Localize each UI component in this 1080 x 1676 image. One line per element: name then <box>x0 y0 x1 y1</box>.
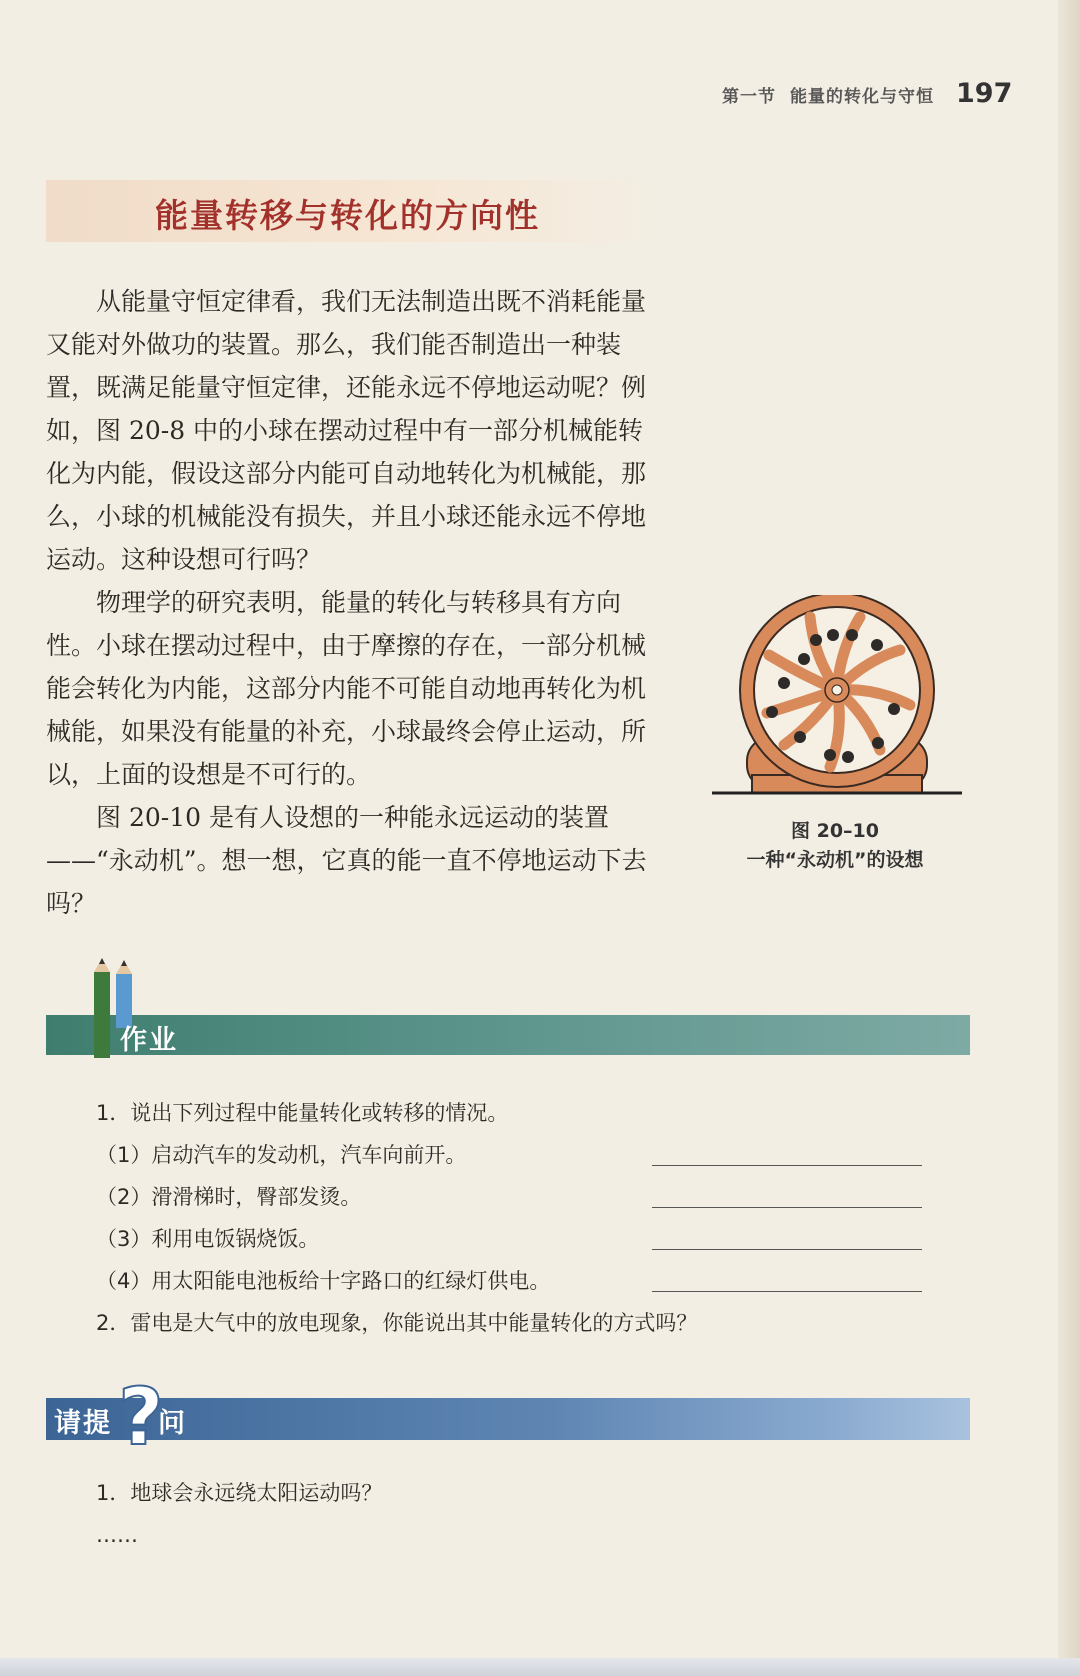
paragraph: 图 20-10 是有人设想的一种能永远运动的装置——“永动机”。想一想，它真的能一直不停地运动下去吗？ <box>46 803 647 918</box>
homework-question: 2．雷电是大气中的放电现象，你能说出其中能量转化的方式吗？ <box>96 1311 698 1335</box>
homework-question: 1．说出下列过程中能量转化或转移的情况。 <box>96 1101 509 1125</box>
ask-question: 1．地球会永远绕太阳运动吗？ <box>96 1481 383 1505</box>
ask-title-left: 请提 <box>54 1408 112 1439</box>
paragraph: 从能量守恒定律看，我们无法制造出既不消耗能量又能对外做功的装置。那么，我们能否制造出一种装置，既满足能量守恒定律，还能永远不停地运动呢？例如，图 20-8 中的小球在摆动过程中有一部分机械能转化为内能，假设这部分内能可自动地转化为机械能，那么，小球的机械能没有损失，并且小球还能永远不停地运动。这种设想可行吗？ <box>46 287 647 574</box>
homework-title: 作业 <box>120 1025 178 1056</box>
running-head <box>722 78 1022 109</box>
homework-list <box>96 1092 936 1344</box>
body-text <box>46 280 656 925</box>
page-number: 197 <box>956 78 1013 109</box>
homework-question: （4）用太阳能电池板给十字路口的红绿灯供电。 <box>96 1260 936 1302</box>
chapter-label: 第一节 <box>722 87 776 107</box>
homework-question: （1）启动汽车的发动机，汽车向前开。 <box>96 1134 936 1176</box>
section-label: 能量的转化与守恒 <box>790 87 934 107</box>
page-edge <box>1058 0 1080 1676</box>
bottom-band <box>0 1658 1080 1676</box>
homework-question: （3）利用电饭锅烧饭。 <box>96 1218 936 1260</box>
answer-blank[interactable] <box>652 1165 922 1166</box>
figure-caption-text: 一种“永动机”的设想 <box>746 849 924 871</box>
figure-caption <box>700 817 970 875</box>
homework-bar <box>46 1015 970 1055</box>
answer-blank[interactable] <box>652 1291 922 1292</box>
answer-blank[interactable] <box>652 1207 922 1208</box>
svg-text:?: ? <box>118 1378 164 1460</box>
ask-list <box>96 1472 936 1556</box>
perpetual-motion-wheel-illustration <box>712 595 962 810</box>
paragraph: 物理学的研究表明，能量的转化与转移具有方向性。小球在摆动过程中，由于摩擦的存在，一部分机械能会转化为内能，这部分内能不可能自动地再转化为机械能，如果没有能量的补充，小球最终会停止运动，所以，上面的设想是不可行的。 <box>46 588 647 789</box>
homework-question: （2）滑滑梯时，臀部发烫。 <box>96 1176 936 1218</box>
section-title: 能量转移与转化的方向性 <box>155 196 540 235</box>
ask-title-right: 问 <box>158 1408 187 1439</box>
figure-number: 图 20–10 <box>791 820 879 842</box>
ask-ellipsis: …… <box>96 1523 138 1547</box>
answer-blank[interactable] <box>652 1249 922 1250</box>
